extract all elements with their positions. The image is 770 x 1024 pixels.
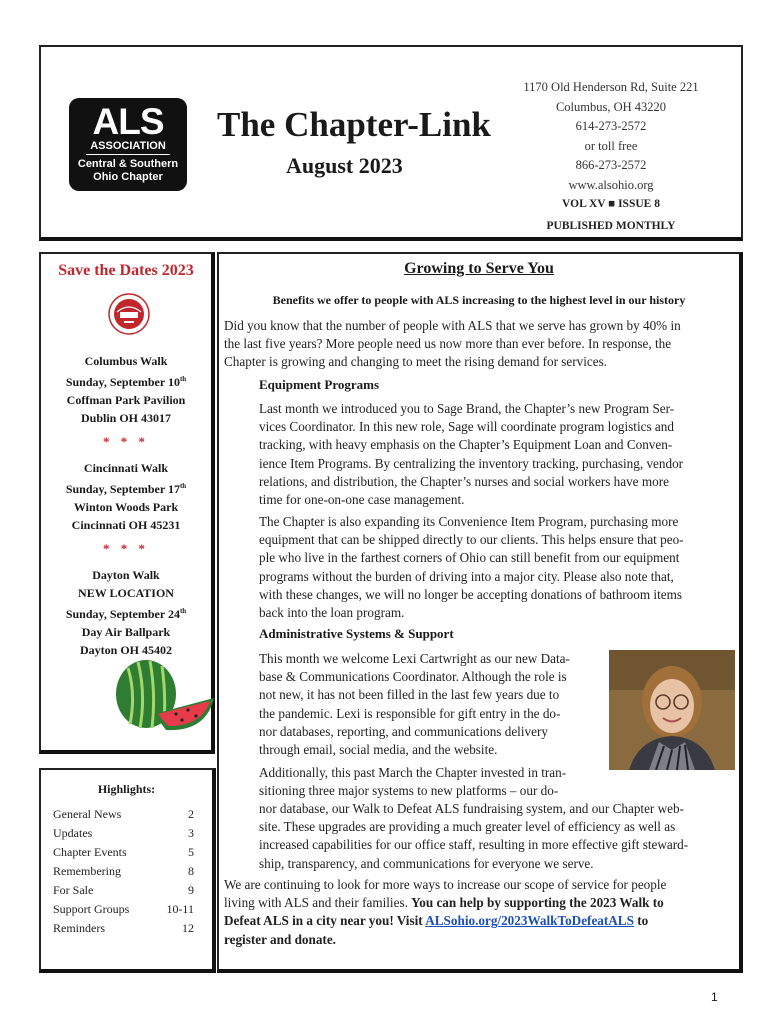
tollfree-phone: 866-273-2572 [575,158,647,172]
divider-stars: * * * [103,541,149,556]
highlight-item[interactable]: For Sale 9 [53,883,194,897]
event-city: Cincinnati OH 45231 [71,518,181,532]
admin-paragraph-2b: nor database, our Walk to Defeat ALS fundraising system, and our Chapter web- site. These upgrades are providing a much greater level of efficiency as well as increased capabilities for our office staff, resulting in more effective gift steward- ship, transparency, and communications for everyone we serve. [259,801,689,871]
highlight-item[interactable]: Support Groups 10-11 [53,902,194,916]
save-the-dates-title: Save the Dates 2023 [58,262,194,279]
walk-badge-icon [107,292,151,336]
closing-paragraph: We are continuing to look for more ways to increase our scope of service for people living with ALS and their families. You can help by supporting the 2023 Walk to Defeat ALS in a city near you! Visit ALSohio.org/2023WalkToDefeatALS to register and donate. [224,877,667,947]
event-city: Dublin OH 43017 [80,411,172,425]
logo-association-text: ASSOCIATION [86,140,170,155]
page-number: 1 [711,990,718,1004]
event-cincinnati [41,459,211,534]
als-logo [69,98,187,191]
equipment-paragraph-2: The Chapter is also expanding its Convenience Item Program, purchasing more equipment that can be shipped directly to our clients. This helps ensure that peo- ple who live in the farthest corners of Ohio can still benefit from our equipment programs without the burden of driving into a major city. Please also note that, with these changes, we will no longer be accepting donations of bathroom items back into the loan program. [259,514,684,621]
save-the-dates-box [39,252,215,754]
website-link[interactable]: www.alsohio.org [568,177,654,192]
article-title: Growing to Serve You [404,260,554,277]
walk-registration-link[interactable]: ALSohio.org/2023WalkToDefeatALS [425,913,634,929]
admin-paragraph-2a: Additionally, this past March the Chapter invested in tran- sitioning three major systems to new platforms – our do- [259,765,567,799]
event-note: NEW LOCATION [78,586,174,600]
highlight-item[interactable]: Remembering 8 [53,864,194,878]
phone-line: 614-273-2572 [575,119,647,133]
equipment-paragraph-1: Last month we introduced you to Sage Brand, the Chapter’s new Program Ser- vices Coordinator. In this new role, Sage will coordinate program logistics and tracking, with heavy emphasis on the Chapter’s Equipment Loan and Conven- ience Item Programs. By centralizing the inventory tracking, purchasing, vendor relations, and distribution, the Chapter’s nurses and social workers have more time for one-on-one case management. [259,401,684,508]
event-place: Winton Woods Park [73,500,179,514]
city-line: Columbus, OH 43220 [555,99,667,114]
intro-paragraph: Did you know that the number of people with ALS that we serve has grown by 40% in the last five years? More people need us now more than ever before. In response, the Chapter is growing and changing to meet the rising demand for services. [224,318,681,370]
event-date: Sunday, September 10th [65,375,187,389]
highlights-title: Highlights: [97,782,156,796]
event-columbus [41,352,211,427]
logo-chapter-line1: Central & Southern [77,158,179,170]
logo-chapter-line2: Ohio Chapter [93,171,163,183]
volume-issue: VOL XV ■ ISSUE 8 [562,198,660,210]
contact-block [491,78,731,236]
published-monthly: PUBLISHED MONTHLY [546,219,676,232]
events-list [41,352,211,659]
watermelon-icon [106,654,216,734]
main-article [217,252,743,973]
masthead [39,45,743,241]
article-lead: Benefits we offer to people with ALS increasing to the highest level in our history [272,293,686,307]
staff-photo [609,650,735,770]
event-dayton [41,566,211,659]
logo-als-text: ALS [92,101,164,142]
highlight-item[interactable]: Chapter Events 5 [53,845,194,859]
event-city: Dayton OH 45402 [79,643,172,657]
event-name: Cincinnati Walk [83,461,169,475]
event-name: Dayton Walk [92,568,160,582]
event-place: Day Air Ballpark [81,625,171,639]
highlight-item[interactable]: General News 2 [53,807,194,821]
highlight-item[interactable]: Reminders 12 [53,921,194,935]
address-line: 1170 Old Henderson Rd, Suite 221 [523,80,699,94]
divider-stars: * * * [103,434,149,449]
heading-equipment: Equipment Programs [259,377,380,392]
highlight-item[interactable]: Updates 3 [53,826,194,840]
highlights-box [39,768,216,973]
newsletter-title: The Chapter-Link [217,105,491,144]
issue-date: August 2023 [286,153,403,178]
event-date: Sunday, September 24th [65,607,187,621]
event-name: Columbus Walk [84,354,168,368]
event-date: Sunday, September 17th [65,482,187,496]
tollfree-label: or toll free [584,138,638,153]
event-place: Coffman Park Pavilion [66,393,186,407]
admin-paragraph-1: This month we welcome Lexi Cartwright as our new Data- base & Communications Coordinator. Although the role is not new, it has not been filled in the last few years due to the pandemic. Lexi is responsible for gift entry in the do- nor databases, reporting, and communications delivery through email, social media, and the website. [259,651,570,758]
heading-admin-systems: Administrative Systems & Support [259,626,454,641]
